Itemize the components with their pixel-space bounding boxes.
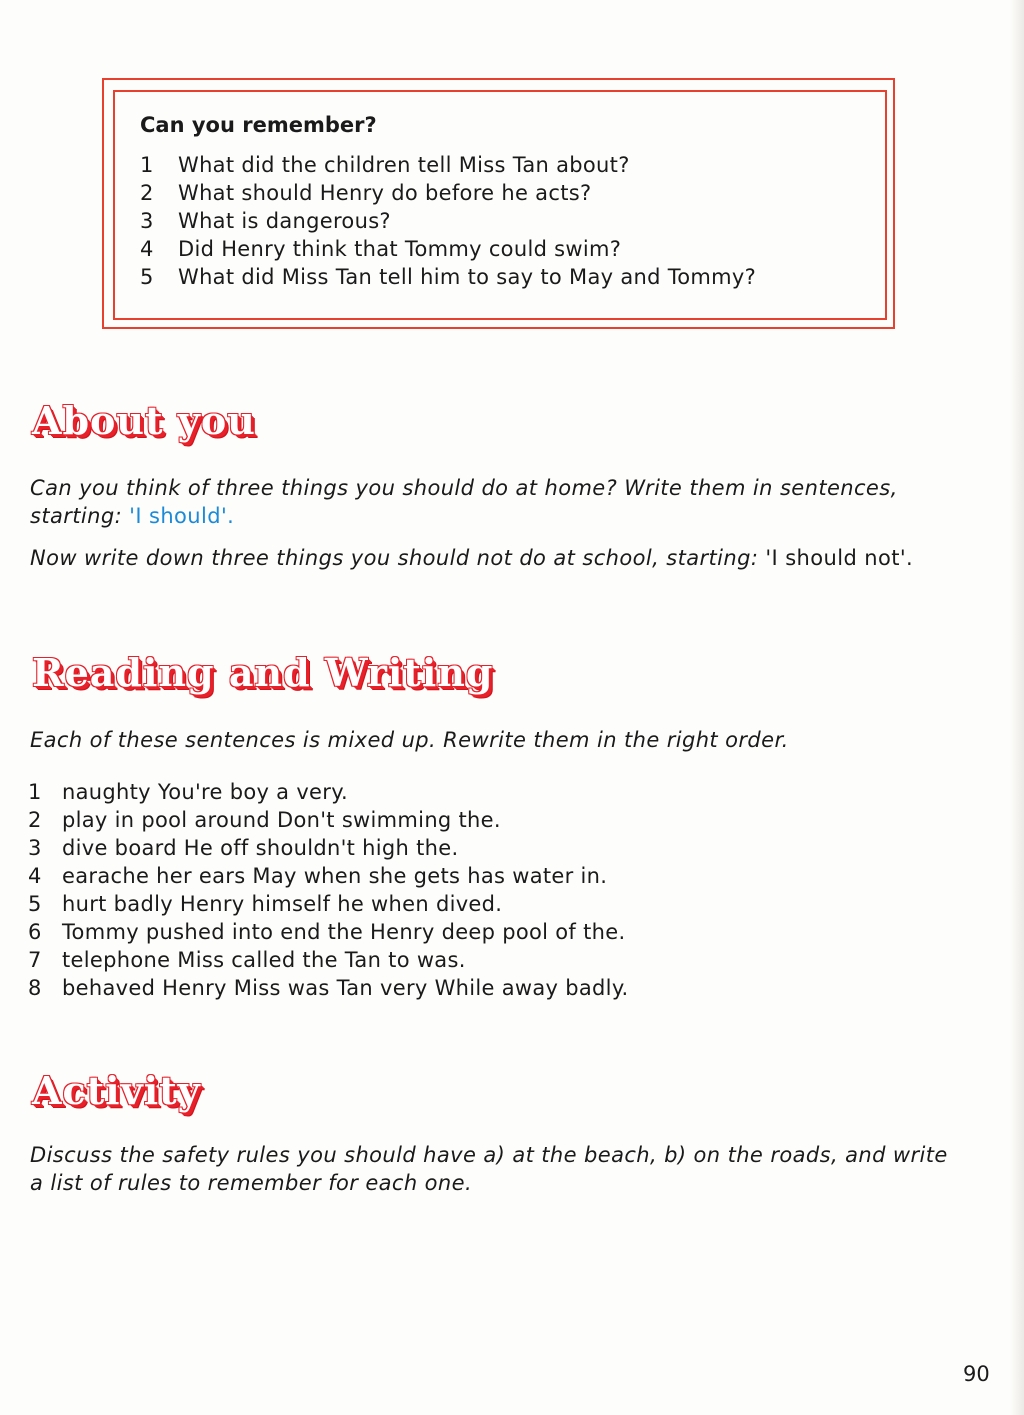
list-item <box>28 780 348 804</box>
activity-instruction: Discuss the safety rules you should have a) at the beach, b) on the roads, and write a list of rules to remember for each one. <box>30 1143 948 1195</box>
quote-highlight: 'I should'. <box>129 504 235 528</box>
item-number: 2 <box>28 808 42 832</box>
list-item <box>28 976 629 1000</box>
item-number: 3 <box>28 836 42 860</box>
quote-text: 'I should not'. <box>765 546 914 570</box>
about-you-paragraph-2 <box>30 544 960 572</box>
item-text: play in pool around Don't swimming the. <box>62 808 501 832</box>
question-item <box>140 265 756 289</box>
question-text: Did Henry think that Tommy could swim? <box>178 237 622 261</box>
item-text: Tommy pushed into end the Henry deep pool of the. <box>62 920 626 944</box>
item-number: 7 <box>28 948 42 972</box>
paragraph-text: Can you think of three things you should do at home? Write them in sentences, starting: <box>30 476 898 528</box>
list-item <box>28 808 501 832</box>
list-item <box>28 836 458 860</box>
item-text: telephone Miss called the Tan to was. <box>62 948 466 972</box>
activity-heading: Activity <box>32 1068 201 1113</box>
item-number: 4 <box>28 864 42 888</box>
question-number: 4 <box>140 237 154 261</box>
item-text: earache her ears May when she gets has water in. <box>62 864 608 888</box>
question-number: 1 <box>140 153 154 177</box>
list-item <box>28 920 625 944</box>
page-number: 90 <box>963 1362 990 1386</box>
question-number: 5 <box>140 265 154 289</box>
question-number: 3 <box>140 209 154 233</box>
reading-writing-heading: Reading and Writing <box>32 650 494 695</box>
question-item <box>140 181 591 205</box>
item-text: dive board He off shouldn't high the. <box>62 836 459 860</box>
question-number: 2 <box>140 181 154 205</box>
question-text: What should Henry do before he acts? <box>178 181 592 205</box>
list-item <box>28 948 466 972</box>
question-text: What is dangerous? <box>178 209 391 233</box>
item-number: 5 <box>28 892 42 916</box>
recall-box-title: Can you remember? <box>140 113 377 137</box>
question-text: What did Miss Tan tell him to say to May and Tommy? <box>178 265 757 289</box>
question-item <box>140 209 391 233</box>
item-number: 8 <box>28 976 42 1000</box>
item-text: behaved Henry Miss was Tan very While away badly. <box>62 976 629 1000</box>
question-item <box>140 237 621 261</box>
question-item <box>140 153 630 177</box>
question-text: What did the children tell Miss Tan about? <box>178 153 630 177</box>
item-number: 6 <box>28 920 42 944</box>
list-item <box>28 892 502 916</box>
list-item <box>28 864 607 888</box>
item-text: hurt badly Henry himself he when dived. <box>62 892 503 916</box>
page-edge-shadow <box>1010 0 1024 1415</box>
about-you-heading: About you <box>32 398 256 443</box>
item-number: 1 <box>28 780 42 804</box>
about-you-paragraph-1 <box>30 474 960 530</box>
paragraph-text: Now write down three things you should not do at school, starting: <box>30 546 766 570</box>
item-text: naughty You're boy a very. <box>62 780 348 804</box>
reading-writing-instruction: Each of these sentences is mixed up. Rewrite them in the right order. <box>30 728 789 752</box>
